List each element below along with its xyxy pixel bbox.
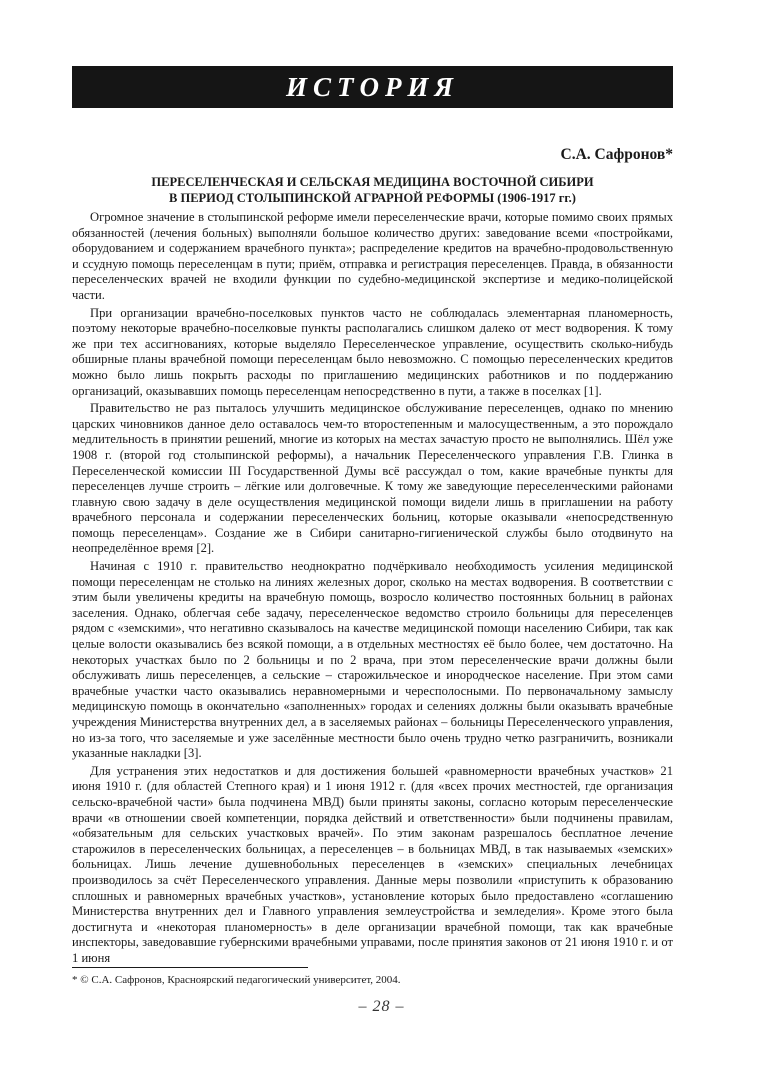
section-title: ИСТОРИЯ: [285, 71, 460, 102]
paragraph: При организации врачебно-поселковых пунктов часто не соблюдалась элементарная планомерность, поэтому некоторые врачебно-поселковые пункты располагались слишком далеко от мест водворения. К тому же при тех ассигнованиях, которые выделяло Переселенческое управление, осуществить сколько-нибудь обширные планы врачебной помощи переселенцам было невозможно. С помощью переселенческих кредитов можно было лишь покрыть расходы по приглашению медицинских работников и по поддержанию организаций, оказывавших помощь переселенцам непосредственно в пути, а также в поселках [1].: [72, 305, 673, 398]
article-body: [72, 210, 673, 969]
author-name: С.А. Сафронов*: [560, 146, 673, 163]
section-banner: [72, 66, 673, 108]
paragraph: Начиная с 1910 г. правительство неоднократно подчёркивало необходимость усиления медицинской помощи переселенцам не столько на линиях железных дорог, сколько на местах водворения. В соответствии с этим были увеличены кредиты на врачебную помощь, возросло количество постоянных больниц в районах заселения. Однако, облегчая себе задачу, переселенческое ведомство строило больницы для переселенцев рядом с «земскими», что негативно сказывалось на качестве медицинской помощи населению Сибири, так как целые волости оказывались без всякой помощи, а в отдельных местностях её было более, чем достаточно. На некоторых участках было по 2 больницы и по 2 врача, при этом переселенческие врачи должны были обслуживать лишь переселенцев, а сельские – старожильческое и инородческое население. При этом сами врачебные участки часто оказывались неравномерными и чересполосными. По первоначальному замыслу медицинскую помощь в окончательно «заполненных» городах и селениях должны были оказывать врачебные учреждения Министерства внутренних дел, а в заселяемых районах – больницы Переселенческого управления, но из-за того, что заселяемые и уже заселённые местности было очень трудно четко разграничить, возникали указанные накладки [3].: [72, 559, 673, 761]
article-title-line-2: В ПЕРИОД СТОЛЫПИНСКОЙ АГРАРНОЙ РЕФОРМЫ (1906-1917 гг.): [169, 191, 576, 205]
footnote: * © С.А. Сафронов, Красноярский педагогический университет, 2004.: [72, 974, 401, 986]
footnote-divider: [72, 967, 308, 968]
paragraph: Правительство не раз пыталось улучшить медицинское обслуживание переселенцев, однако по мнению царских чиновников данное дело оставалось чем-то второстепенным и малосущественным, а это порождало медлительность в принятии решений, многие из которых на местах зачастую просто не выполнялись. Шёл уже 1908 г. (второй год столыпинской реформы), а начальник Переселенческого управления Г.В. Глинка в Переселенческой комиссии III Государственной Думы всё рассуждал о том, какие врачебные пункты для переселенцев лучше строить – лёгкие или долговечные. К тому же заведующие переселенческими районами главную свою задачу в деле осуществления медицинской помощи видели лишь в приглашении на работу врачебного персонала и содержании переселенческих больниц, которые оказывали «непосредственную помощь переселенцам». Создание же в Сибири санитарно-гигиенической службы было отодвинуто на неопределённое время [2].: [72, 401, 673, 556]
page-number: – 28 –: [358, 998, 405, 1015]
paragraph: Огромное значение в столыпинской реформе имели переселенческие врачи, которые помимо своих прямых обязанностей (лечения больных) выполняли большое количество других: заведование всеми «постройками, оборудованием и содержанием врачебного пункта»; распределение кредитов на врачебно-продовольственную и ссудную помощь переселенцам в пути; приём, отправка и регистрация переселенцев. Правда, в обязанности переселенческих врачей не входили функции по судебно-медицинской экспертизе и медико-полицейской части.: [72, 210, 673, 302]
paragraph: Для устранения этих недостатков и для достижения большей «равномерности врачебных участков» 21 июня 1910 г. (для областей Степного края) и 1 июня 1912 г. (для «всех прочих местностей, где организация сельско-врачебной части» была подчинена МВД) были приняты законы, согласно которым переселенческие врачи «в отношении своей компетенции, порядка действий и ответственности» были подчинены правилам, «обязательным для сельских участковых врачей». По этим законам разрешалось бесплатное лечение старожилов в переселенческих больницах, а переселенцев – в больницах МВД, в так называемых «земских» больницах. Лишь лечение душевнобольных переселенцев в «земских» специальных лечебницах производилось за счёт Переселенческого управления. Данные меры позволили «приступить к образованию сплошных и равномерных врачебных участков», установление которых было предоставлено «соглашению Министерства внутренних дел и Главного управления землеустройства и земледелия». Кроме этого была достигнута и «некоторая планомерность» в деле организации врачебной помощи, так как врачебные инспекторы, заведовавшие губернскими врачебными управами, после принятия законов от 21 июня 1910 г. и от 1 июня: [72, 763, 673, 965]
article-title: [72, 174, 673, 206]
article-title-line-1: ПЕРЕСЕЛЕНЧЕСКАЯ И СЕЛЬСКАЯ МЕДИЦИНА ВОСТОЧНОЙ СИБИРИ: [151, 175, 594, 189]
